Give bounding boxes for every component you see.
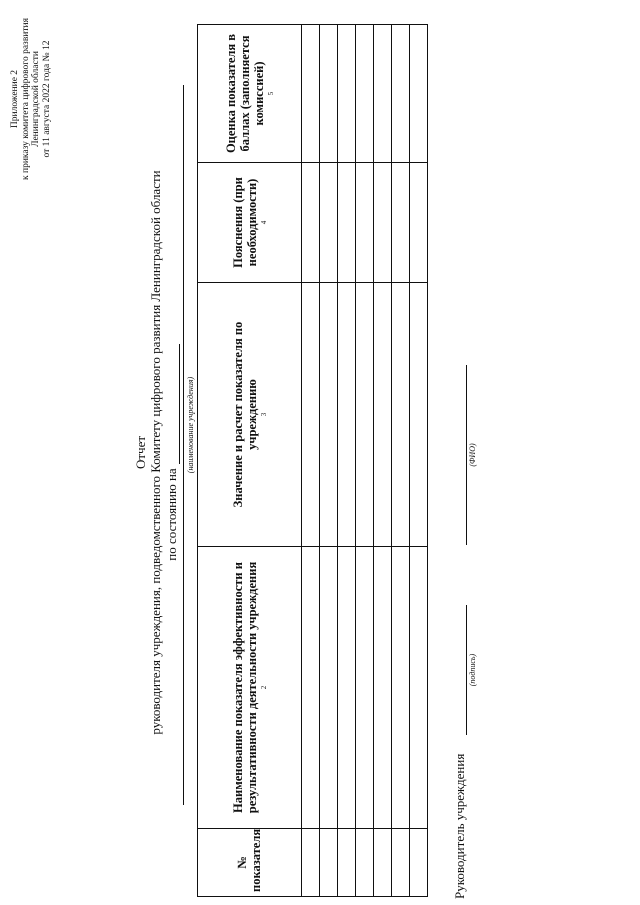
table-cell[interactable] [356, 163, 374, 283]
table-cell[interactable] [338, 25, 356, 163]
table-cell[interactable] [320, 547, 338, 829]
name-caption: (ФИО) [468, 443, 477, 467]
table-row [410, 25, 428, 897]
table-row [392, 25, 410, 897]
table-cell[interactable] [356, 547, 374, 829]
col-header-value: Значение и расчет показателя по учреждению 3 [198, 283, 302, 547]
col-header-score: Оценка показателя в баллах (заполняется комиссией) 5 [198, 25, 302, 163]
table-row [320, 25, 338, 897]
table-cell[interactable] [320, 829, 338, 897]
report-title: Отчет [133, 435, 148, 470]
table-body [302, 25, 428, 897]
report-date-line [164, 0, 180, 905]
table-cell[interactable] [338, 829, 356, 897]
appendix-note [10, 18, 52, 180]
table-cell[interactable] [374, 547, 392, 829]
appendix-line: Приложение 2 [10, 69, 20, 129]
table-cell[interactable] [392, 25, 410, 163]
table-cell[interactable] [338, 163, 356, 283]
table-row [374, 25, 392, 897]
col-header-indicator-name: Наименование показателя эффективности и результативности деятельности учреждения 2 [198, 547, 302, 829]
table-cell[interactable] [320, 283, 338, 547]
table-cell[interactable] [392, 547, 410, 829]
table-cell[interactable] [356, 283, 374, 547]
table-cell[interactable] [392, 283, 410, 547]
table-cell[interactable] [374, 283, 392, 547]
signature-field[interactable] [466, 605, 467, 735]
table-cell[interactable] [374, 829, 392, 897]
table-cell[interactable] [302, 25, 320, 163]
appendix-line: от 11 августа 2022 года № 12 [41, 40, 52, 158]
date-field[interactable] [167, 344, 180, 464]
table-cell[interactable] [302, 829, 320, 897]
name-field[interactable] [466, 365, 467, 545]
table-cell[interactable] [410, 283, 428, 547]
table-cell[interactable] [302, 163, 320, 283]
signature-caption: (подпись) [468, 653, 477, 687]
table-cell[interactable] [410, 25, 428, 163]
signature-label: Руководитель учреждения [452, 753, 467, 899]
table-cell[interactable] [356, 25, 374, 163]
report-subtitle: руководителя учреждения, подведомственного Комитету цифрового развития Ленинградской области [148, 170, 163, 735]
table-cell[interactable] [374, 163, 392, 283]
table-cell[interactable] [338, 283, 356, 547]
table-cell[interactable] [320, 25, 338, 163]
table-cell[interactable] [392, 829, 410, 897]
table-cell[interactable] [410, 547, 428, 829]
table-cell[interactable] [392, 163, 410, 283]
table-cell[interactable] [320, 163, 338, 283]
appendix-line: к приказу комитета цифрового развития [20, 18, 31, 180]
table-cell[interactable] [410, 829, 428, 897]
date-label: по состоянию на [164, 468, 179, 561]
table-cell[interactable] [302, 547, 320, 829]
appendix-line: Ленинградской области [31, 51, 41, 147]
table-cell[interactable] [302, 283, 320, 547]
table-cell[interactable] [338, 547, 356, 829]
table-header-row [198, 25, 302, 897]
table-row [356, 25, 374, 897]
col-header-number: № показателя [198, 829, 302, 897]
institution-caption: (наименование учреждения) [186, 376, 195, 474]
institution-line[interactable] [183, 85, 184, 805]
table-cell[interactable] [374, 25, 392, 163]
table-cell[interactable] [410, 163, 428, 283]
indicators-table [197, 24, 428, 897]
col-header-explanation: Пояснения (при необходимости) 4 [198, 163, 302, 283]
table-cell[interactable] [356, 829, 374, 897]
table-row [338, 25, 356, 897]
table-row [302, 25, 320, 897]
